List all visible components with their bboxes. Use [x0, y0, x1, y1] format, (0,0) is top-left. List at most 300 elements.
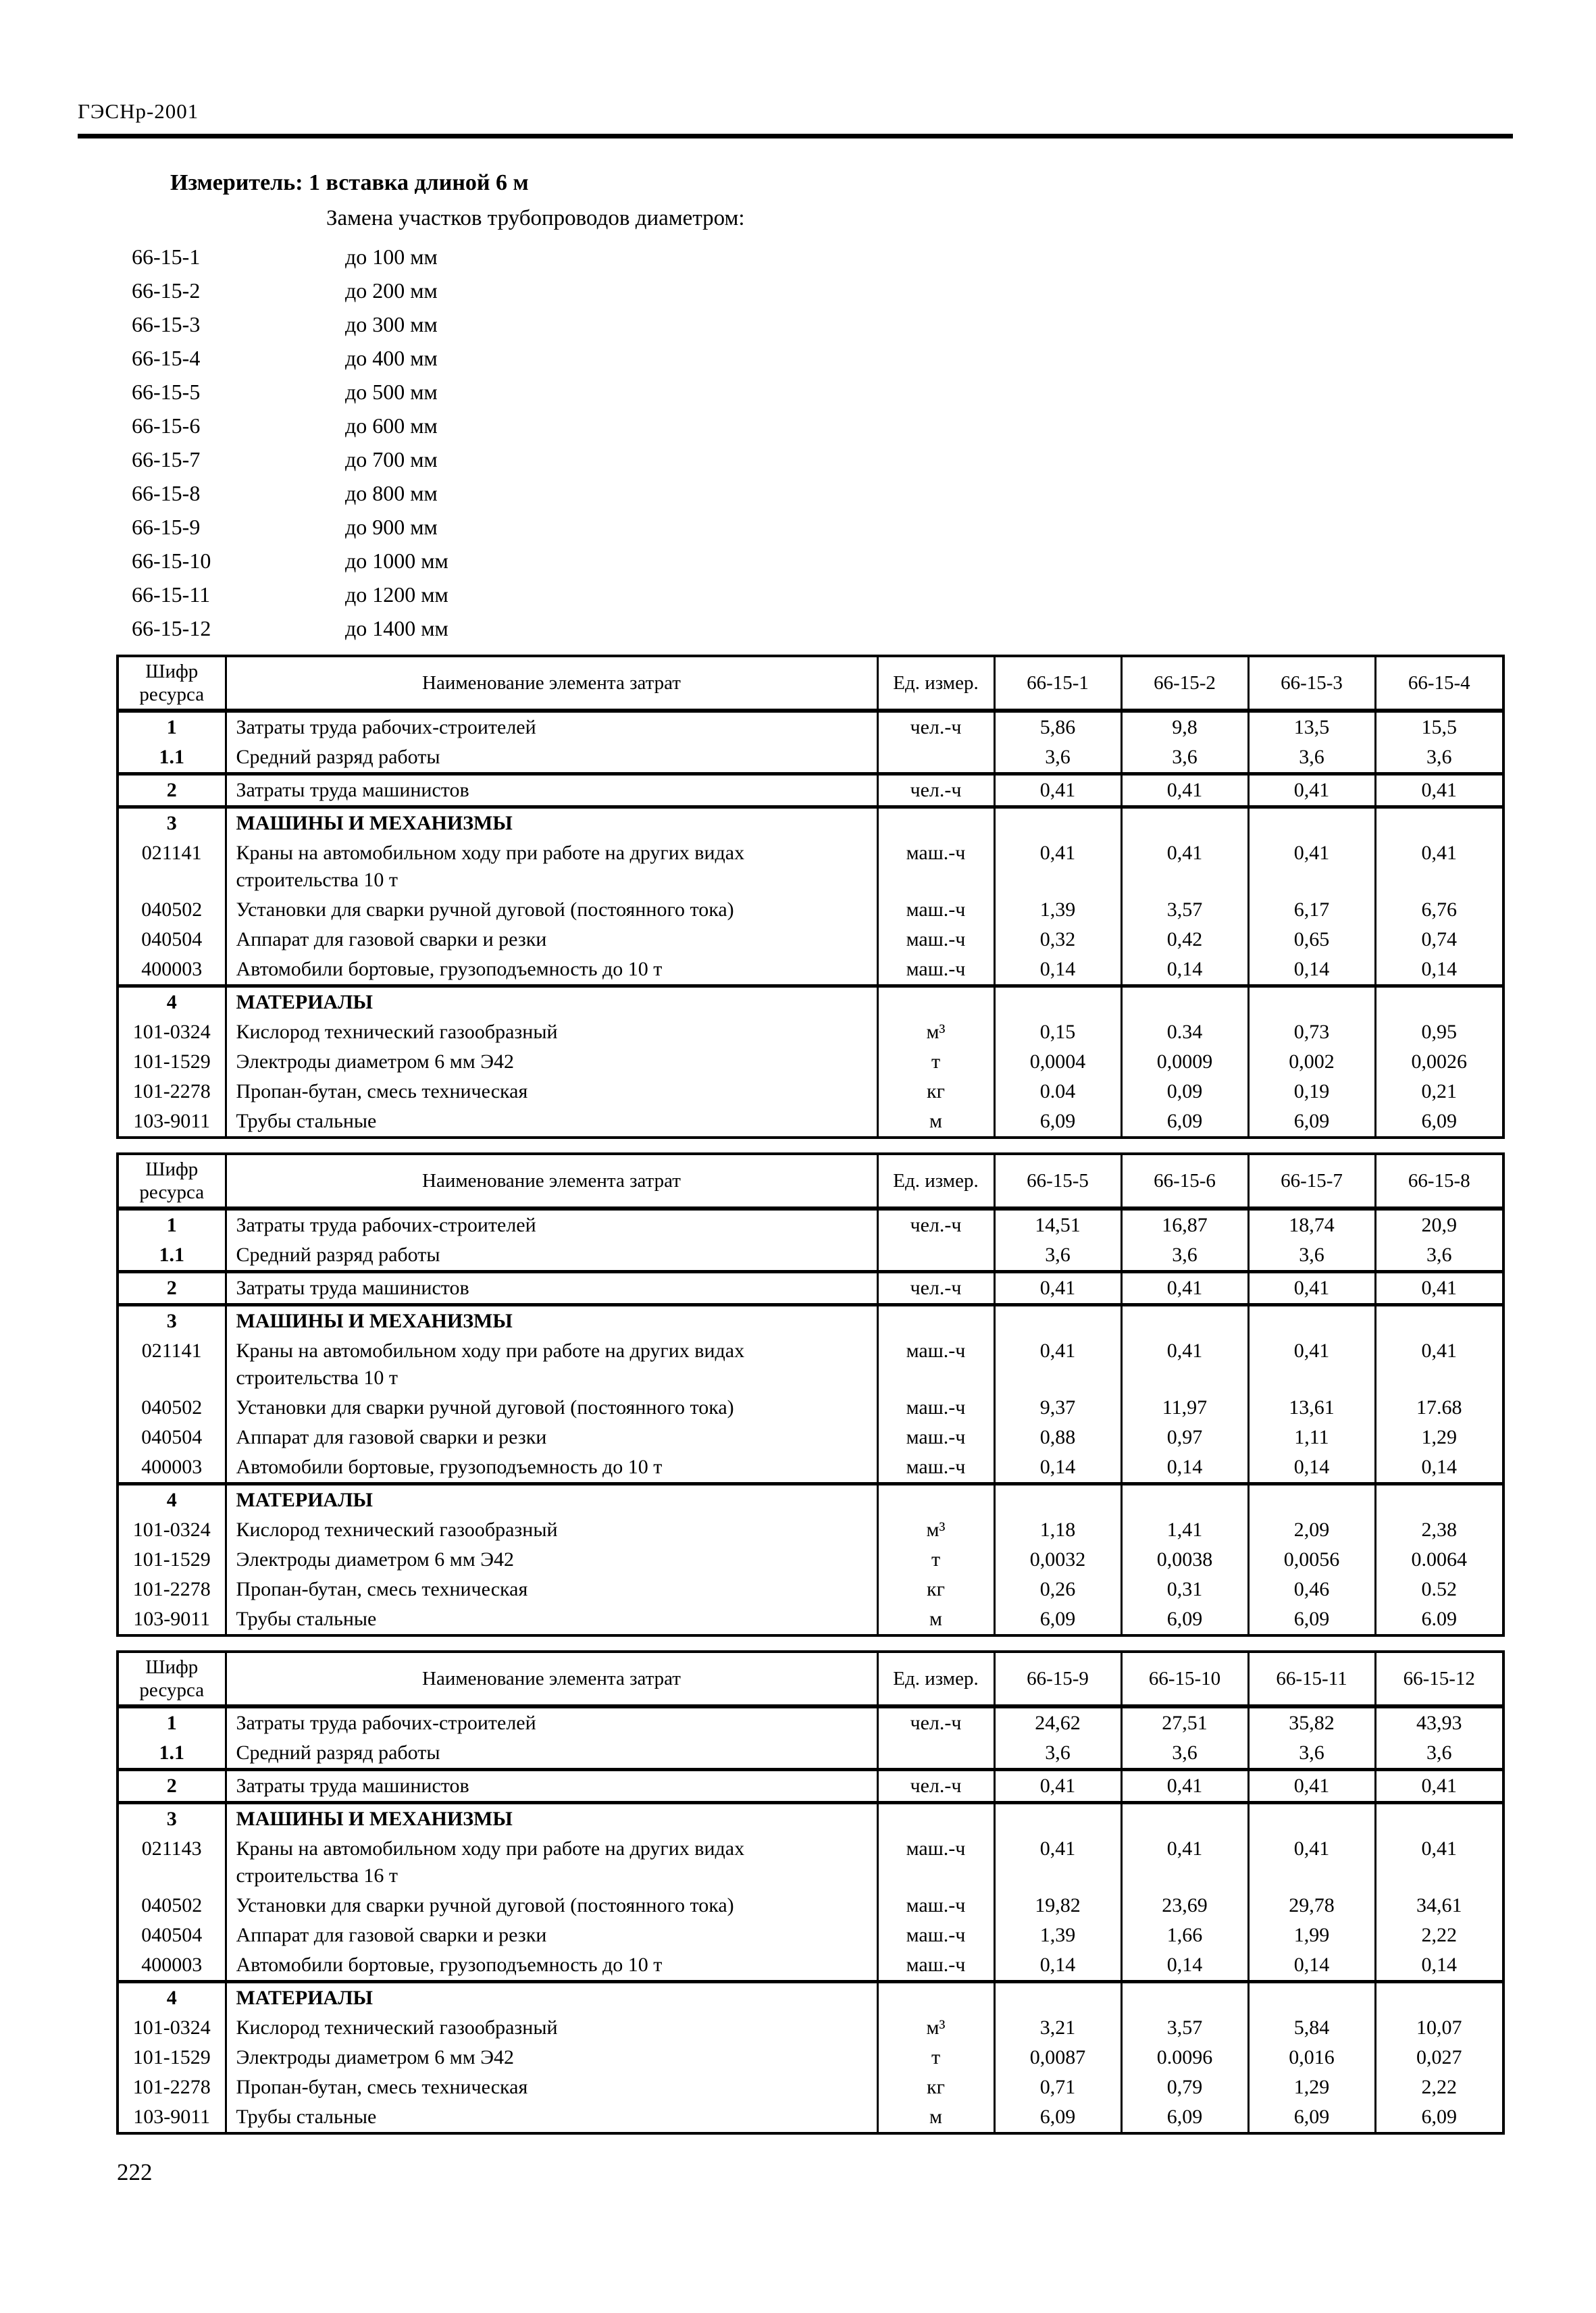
- resource-code-cell: 3: [118, 1305, 226, 1337]
- value-cell: [994, 1305, 1121, 1337]
- cost-element-name-cell: Трубы стальные: [226, 2102, 877, 2133]
- value-cell: 0,26: [994, 1575, 1121, 1604]
- value-cell: 5,86: [994, 711, 1121, 742]
- table-row: [118, 925, 1503, 955]
- unit-cell: м: [877, 1107, 994, 1138]
- value-cell: 6,09: [1248, 2102, 1375, 2133]
- value-cell: 0,0004: [994, 1047, 1121, 1077]
- col-header-norm-code: 66-15-12: [1375, 1652, 1503, 1706]
- variant-code: 66-15-6: [132, 413, 201, 438]
- variant-code: 66-15-8: [132, 481, 201, 505]
- col-header-norm-code: 66-15-2: [1121, 656, 1248, 711]
- tables-container: [78, 655, 1515, 2135]
- value-cell: 3,6: [1375, 742, 1503, 774]
- variant-code: 66-15-3: [132, 312, 201, 336]
- table-section: [118, 986, 1503, 1138]
- value-cell: 1,39: [994, 1921, 1121, 1950]
- variant-row: [132, 375, 1515, 409]
- value-cell: [1121, 1982, 1248, 2014]
- unit-cell: маш.-ч: [877, 1891, 994, 1921]
- resource-code-cell: 4: [118, 1484, 226, 1516]
- cost-element-name-cell: Автомобили бортовые, грузоподъемность до 10 т: [226, 1452, 877, 1484]
- unit-cell: м³: [877, 1515, 994, 1545]
- value-cell: 0,14: [1248, 955, 1375, 986]
- variant-desc: до 1400 мм: [345, 616, 448, 640]
- value-cell: 0,41: [1248, 774, 1375, 807]
- unit-cell: [877, 1738, 994, 1770]
- cost-element-name-cell: Краны на автомобильном ходу при работе на других видах строительства 10 т: [226, 1336, 877, 1393]
- variant-code: 66-15-4: [132, 346, 201, 370]
- measurer-title: Измеритель: 1 вставка длиной 6 м: [170, 170, 529, 195]
- table-row: [118, 1484, 1503, 1516]
- variant-code: 66-15-5: [132, 380, 201, 404]
- col-header-norm-code: 66-15-7: [1248, 1154, 1375, 1209]
- value-cell: [994, 1982, 1121, 2014]
- variant-desc: до 600 мм: [345, 413, 438, 438]
- variant-desc: до 300 мм: [345, 312, 438, 336]
- cost-element-name-cell: Электроды диаметром 6 мм Э42: [226, 1545, 877, 1575]
- unit-cell: кг: [877, 1575, 994, 1604]
- value-cell: 0,41: [994, 1336, 1121, 1393]
- table-row: [118, 1077, 1503, 1107]
- value-cell: 0,19: [1248, 1077, 1375, 1107]
- variant-desc: до 1000 мм: [345, 549, 448, 573]
- table-row: [118, 2102, 1503, 2133]
- value-cell: 0,31: [1121, 1575, 1248, 1604]
- value-cell: 11,97: [1121, 1393, 1248, 1423]
- value-cell: 0,88: [994, 1423, 1121, 1452]
- cost-element-name-cell: МАШИНЫ И МЕХАНИЗМЫ: [226, 807, 877, 839]
- value-cell: 14,51: [994, 1209, 1121, 1240]
- value-cell: 3,6: [994, 742, 1121, 774]
- value-cell: 1,29: [1248, 2073, 1375, 2102]
- value-cell: [1375, 1305, 1503, 1337]
- value-cell: 6,17: [1248, 895, 1375, 925]
- resource-code-cell: 4: [118, 986, 226, 1018]
- value-cell: 0,14: [1121, 955, 1248, 986]
- resource-code-cell: 021141: [118, 838, 226, 895]
- value-cell: [1121, 1305, 1248, 1337]
- table-row: [118, 838, 1503, 895]
- variant-desc: до 500 мм: [345, 380, 438, 404]
- table-section: [118, 1484, 1503, 1636]
- table-row: [118, 2073, 1503, 2102]
- cost-element-name-cell: Краны на автомобильном ходу при работе на других видах строительства 16 т: [226, 1834, 877, 1891]
- cost-element-name-cell: Трубы стальные: [226, 1107, 877, 1138]
- cost-element-name-cell: Затраты труда машинистов: [226, 774, 877, 807]
- value-cell: 3,6: [1375, 1240, 1503, 1272]
- resource-code-cell: 101-2278: [118, 2073, 226, 2102]
- cost-element-name-cell: Аппарат для газовой сварки и резки: [226, 1921, 877, 1950]
- resource-code-cell: 101-0324: [118, 1515, 226, 1545]
- cost-element-name-cell: Затраты труда рабочих-строителей: [226, 1209, 877, 1240]
- value-cell: 17.68: [1375, 1393, 1503, 1423]
- value-cell: 3,57: [1121, 2013, 1248, 2043]
- value-cell: 3,6: [1375, 1738, 1503, 1770]
- unit-cell: маш.-ч: [877, 838, 994, 895]
- resource-code-cell: 103-9011: [118, 2102, 226, 2133]
- cost-element-name-cell: Затраты труда машинистов: [226, 1272, 877, 1305]
- value-cell: 6,09: [994, 1604, 1121, 1635]
- table-row: [118, 895, 1503, 925]
- cost-element-name-cell: Аппарат для газовой сварки и резки: [226, 925, 877, 955]
- norms-table-3: [116, 1650, 1505, 2135]
- variant-code: 66-15-9: [132, 515, 201, 539]
- cost-element-name-cell: Средний разряд работы: [226, 1738, 877, 1770]
- table-row: [118, 711, 1503, 742]
- doc-code: ГЭСНр-2001: [78, 99, 199, 123]
- table-section: [118, 1305, 1503, 1484]
- table-row: [118, 955, 1503, 986]
- variant-desc: до 800 мм: [345, 481, 438, 505]
- value-cell: 6,09: [1248, 1604, 1375, 1635]
- value-cell: 13,61: [1248, 1393, 1375, 1423]
- value-cell: 0,41: [1121, 1770, 1248, 1803]
- value-cell: 0,0087: [994, 2043, 1121, 2073]
- value-cell: 0.0096: [1121, 2043, 1248, 2073]
- cost-element-name-cell: Затраты труда рабочих-строителей: [226, 1706, 877, 1738]
- value-cell: 6,09: [1121, 1107, 1248, 1138]
- table-row: [118, 2043, 1503, 2073]
- value-cell: [1375, 807, 1503, 839]
- table-row: [118, 2013, 1503, 2043]
- col-header-norm-code: 66-15-8: [1375, 1154, 1503, 1209]
- value-cell: 0,016: [1248, 2043, 1375, 2073]
- value-cell: 0,41: [994, 838, 1121, 895]
- cost-element-name-cell: Кислород технический газообразный: [226, 2013, 877, 2043]
- value-cell: 0,41: [1121, 1336, 1248, 1393]
- value-cell: 1,11: [1248, 1423, 1375, 1452]
- cost-element-name-cell: Затраты труда машинистов: [226, 1770, 877, 1803]
- value-cell: [1121, 986, 1248, 1018]
- value-cell: 3,6: [1121, 742, 1248, 774]
- unit-cell: маш.-ч: [877, 895, 994, 925]
- value-cell: [994, 1484, 1121, 1516]
- resource-code-cell: 040502: [118, 1393, 226, 1423]
- value-cell: 6,09: [994, 2102, 1121, 2133]
- table-row: [118, 1604, 1503, 1635]
- value-cell: 0,14: [1375, 1452, 1503, 1484]
- cost-element-name-cell: Автомобили бортовые, грузоподъемность до 10 т: [226, 1950, 877, 1982]
- value-cell: 0,73: [1248, 1017, 1375, 1047]
- unit-cell: [877, 1305, 994, 1337]
- value-cell: 16,87: [1121, 1209, 1248, 1240]
- value-cell: 0,09: [1121, 1077, 1248, 1107]
- value-cell: 0,41: [1375, 774, 1503, 807]
- value-cell: 0.04: [994, 1077, 1121, 1107]
- variant-row: [132, 409, 1515, 442]
- table-row: [118, 1706, 1503, 1738]
- unit-cell: [877, 1240, 994, 1272]
- cost-element-name-cell: Пропан-бутан, смесь техническая: [226, 1575, 877, 1604]
- resource-code-cell: 101-1529: [118, 1047, 226, 1077]
- cost-element-name-cell: Электроды диаметром 6 мм Э42: [226, 2043, 877, 2073]
- value-cell: 27,51: [1121, 1706, 1248, 1738]
- table-row: [118, 1107, 1503, 1138]
- value-cell: 0,0032: [994, 1545, 1121, 1575]
- table-row: [118, 1240, 1503, 1272]
- value-cell: 0,41: [994, 1272, 1121, 1305]
- cost-element-name-cell: МАТЕРИАЛЫ: [226, 1982, 877, 2014]
- variant-code: 66-15-12: [132, 616, 211, 640]
- col-header-unit: Ед. измер.: [877, 1154, 994, 1209]
- variant-desc: до 200 мм: [345, 278, 438, 303]
- table-row: [118, 1047, 1503, 1077]
- value-cell: [1248, 1803, 1375, 1835]
- cost-element-name-cell: МАТЕРИАЛЫ: [226, 1484, 877, 1516]
- value-cell: 0,14: [1248, 1950, 1375, 1982]
- col-header-norm-code: 66-15-11: [1248, 1652, 1375, 1706]
- cost-element-name-cell: Установки для сварки ручной дуговой (постоянного тока): [226, 1393, 877, 1423]
- value-cell: 0,14: [1121, 1950, 1248, 1982]
- col-header-resource-code: Шифр ресурса: [118, 1154, 226, 1209]
- value-cell: 0,21: [1375, 1077, 1503, 1107]
- unit-cell: маш.-ч: [877, 925, 994, 955]
- value-cell: 0,14: [1121, 1452, 1248, 1484]
- value-cell: 6,09: [994, 1107, 1121, 1138]
- unit-cell: т: [877, 1047, 994, 1077]
- table-row: [118, 1982, 1503, 2014]
- table-row: [118, 1209, 1503, 1240]
- variant-code: 66-15-1: [132, 245, 201, 269]
- table-row: [118, 1272, 1503, 1305]
- value-cell: 3,6: [1121, 1240, 1248, 1272]
- resource-code-cell: 1.1: [118, 1240, 226, 1272]
- value-cell: 6,09: [1121, 2102, 1248, 2133]
- value-cell: 0,0038: [1121, 1545, 1248, 1575]
- value-cell: 9,8: [1121, 711, 1248, 742]
- value-cell: [1121, 1484, 1248, 1516]
- value-cell: 2,22: [1375, 1921, 1503, 1950]
- table-row: [118, 1803, 1503, 1835]
- table-row: [118, 774, 1503, 807]
- unit-cell: чел.-ч: [877, 774, 994, 807]
- table-section: [118, 1706, 1503, 1770]
- value-cell: 0,41: [994, 1770, 1121, 1803]
- value-cell: 2,09: [1248, 1515, 1375, 1545]
- value-cell: [994, 1803, 1121, 1835]
- resource-code-cell: 101-2278: [118, 1077, 226, 1107]
- variant-desc: до 1200 мм: [345, 582, 448, 607]
- variant-row: [132, 274, 1515, 307]
- value-cell: 1,99: [1248, 1921, 1375, 1950]
- resource-code-cell: 040502: [118, 895, 226, 925]
- value-cell: [1248, 986, 1375, 1018]
- value-cell: 6.09: [1375, 1604, 1503, 1635]
- cost-element-name-cell: МАТЕРИАЛЫ: [226, 986, 877, 1018]
- page-number: 222: [117, 2159, 153, 2185]
- unit-cell: кг: [877, 2073, 994, 2102]
- unit-cell: маш.-ч: [877, 1921, 994, 1950]
- table-row: [118, 1393, 1503, 1423]
- unit-cell: маш.-ч: [877, 1336, 994, 1393]
- table-row: [118, 807, 1503, 839]
- value-cell: 43,93: [1375, 1706, 1503, 1738]
- table-section: [118, 1803, 1503, 1982]
- value-cell: 3,6: [994, 1240, 1121, 1272]
- value-cell: 0,71: [994, 2073, 1121, 2102]
- value-cell: 0,41: [1121, 1834, 1248, 1891]
- resource-code-cell: 4: [118, 1982, 226, 2014]
- col-header-name: Наименование элемента затрат: [226, 1652, 877, 1706]
- unit-cell: т: [877, 1545, 994, 1575]
- value-cell: 0,41: [1375, 838, 1503, 895]
- value-cell: 0,41: [1248, 1834, 1375, 1891]
- variant-row: [132, 544, 1515, 578]
- variant-desc: до 100 мм: [345, 245, 438, 269]
- value-cell: 0,41: [994, 774, 1121, 807]
- cost-element-name-cell: Аппарат для газовой сварки и резки: [226, 1423, 877, 1452]
- value-cell: 13,5: [1248, 711, 1375, 742]
- resource-code-cell: 2: [118, 1272, 226, 1305]
- value-cell: 0,79: [1121, 2073, 1248, 2102]
- value-cell: 0,41: [994, 1834, 1121, 1891]
- value-cell: [1248, 1484, 1375, 1516]
- cost-element-name-cell: Средний разряд работы: [226, 1240, 877, 1272]
- col-header-resource-code: Шифр ресурса: [118, 1652, 226, 1706]
- value-cell: 23,69: [1121, 1891, 1248, 1921]
- unit-cell: [877, 742, 994, 774]
- value-cell: 0,41: [1375, 1336, 1503, 1393]
- variant-row: [132, 442, 1515, 476]
- value-cell: [1248, 1982, 1375, 2014]
- resource-code-cell: 1: [118, 711, 226, 742]
- value-cell: 0,14: [994, 955, 1121, 986]
- value-cell: 0,14: [1248, 1452, 1375, 1484]
- variant-code: 66-15-7: [132, 447, 201, 472]
- table-row: [118, 1891, 1503, 1921]
- unit-cell: м: [877, 2102, 994, 2133]
- resource-code-cell: 101-1529: [118, 2043, 226, 2073]
- variant-desc: до 700 мм: [345, 447, 438, 472]
- value-cell: 24,62: [994, 1706, 1121, 1738]
- col-header-norm-code: 66-15-5: [994, 1154, 1121, 1209]
- resource-code-cell: 1: [118, 1706, 226, 1738]
- value-cell: 0,65: [1248, 925, 1375, 955]
- unit-cell: м³: [877, 1017, 994, 1047]
- value-cell: 0,41: [1121, 1272, 1248, 1305]
- value-cell: 0,97: [1121, 1423, 1248, 1452]
- resource-code-cell: 1: [118, 1209, 226, 1240]
- value-cell: 0.34: [1121, 1017, 1248, 1047]
- value-cell: 0,15: [994, 1017, 1121, 1047]
- variant-row: [132, 341, 1515, 375]
- variant-row: [132, 611, 1515, 645]
- table-row: [118, 1423, 1503, 1452]
- value-cell: 0,41: [1248, 838, 1375, 895]
- value-cell: 1,41: [1121, 1515, 1248, 1545]
- value-cell: 3,6: [1248, 1240, 1375, 1272]
- value-cell: [1248, 1305, 1375, 1337]
- value-cell: 6,09: [1375, 2102, 1503, 2133]
- cost-element-name-cell: МАШИНЫ И МЕХАНИЗМЫ: [226, 1305, 877, 1337]
- cost-element-name-cell: Кислород технический газообразный: [226, 1017, 877, 1047]
- unit-cell: чел.-ч: [877, 1209, 994, 1240]
- value-cell: 1,29: [1375, 1423, 1503, 1452]
- table-row: [118, 1515, 1503, 1545]
- variants-list: [132, 240, 1515, 645]
- value-cell: 3,6: [1248, 742, 1375, 774]
- col-header-unit: Ед. измер.: [877, 1652, 994, 1706]
- resource-code-cell: 400003: [118, 1452, 226, 1484]
- value-cell: 0,002: [1248, 1047, 1375, 1077]
- value-cell: 18,74: [1248, 1209, 1375, 1240]
- cost-element-name-cell: Установки для сварки ручной дуговой (постоянного тока): [226, 895, 877, 925]
- resource-code-cell: 101-1529: [118, 1545, 226, 1575]
- resource-code-cell: 101-2278: [118, 1575, 226, 1604]
- table-header-row: [118, 1652, 1503, 1706]
- unit-cell: чел.-ч: [877, 1770, 994, 1803]
- unit-cell: кг: [877, 1077, 994, 1107]
- value-cell: 20,9: [1375, 1209, 1503, 1240]
- cost-element-name-cell: Краны на автомобильном ходу при работе на других видах строительства 10 т: [226, 838, 877, 895]
- value-cell: 5,84: [1248, 2013, 1375, 2043]
- resource-code-cell: 1.1: [118, 742, 226, 774]
- table-section: [118, 807, 1503, 986]
- unit-cell: [877, 1982, 994, 2014]
- resource-code-cell: 2: [118, 1770, 226, 1803]
- unit-cell: маш.-ч: [877, 1834, 994, 1891]
- resource-code-cell: 040502: [118, 1891, 226, 1921]
- variant-desc: до 900 мм: [345, 515, 438, 539]
- col-header-norm-code: 66-15-6: [1121, 1154, 1248, 1209]
- table-row: [118, 1738, 1503, 1770]
- variant-row: [132, 240, 1515, 274]
- col-header-norm-code: 66-15-1: [994, 656, 1121, 711]
- table-section: [118, 1272, 1503, 1305]
- table-row: [118, 1452, 1503, 1484]
- table-section: [118, 1982, 1503, 2134]
- unit-cell: [877, 1803, 994, 1835]
- value-cell: [1121, 1803, 1248, 1835]
- value-cell: [994, 986, 1121, 1018]
- value-cell: 6,76: [1375, 895, 1503, 925]
- norms-table-2: [116, 1152, 1505, 1637]
- variant-row: [132, 476, 1515, 510]
- table-row: [118, 1575, 1503, 1604]
- value-cell: 3,6: [1121, 1738, 1248, 1770]
- unit-cell: [877, 1484, 994, 1516]
- value-cell: 10,07: [1375, 2013, 1503, 2043]
- value-cell: [1375, 1484, 1503, 1516]
- value-cell: 0,74: [1375, 925, 1503, 955]
- variant-desc: до 400 мм: [345, 346, 438, 370]
- cost-element-name-cell: МАШИНЫ И МЕХАНИЗМЫ: [226, 1803, 877, 1835]
- value-cell: 0,46: [1248, 1575, 1375, 1604]
- resource-code-cell: 1.1: [118, 1738, 226, 1770]
- table-row: [118, 1336, 1503, 1393]
- resource-code-cell: 040504: [118, 1423, 226, 1452]
- value-cell: 0.0064: [1375, 1545, 1503, 1575]
- table-row: [118, 1950, 1503, 1982]
- variant-row: [132, 510, 1515, 544]
- unit-cell: маш.-ч: [877, 1393, 994, 1423]
- value-cell: [1121, 807, 1248, 839]
- value-cell: 1,18: [994, 1515, 1121, 1545]
- col-header-norm-code: 66-15-9: [994, 1652, 1121, 1706]
- col-header-name: Наименование элемента затрат: [226, 1154, 877, 1209]
- col-header-norm-code: 66-15-3: [1248, 656, 1375, 711]
- value-cell: 3,6: [994, 1738, 1121, 1770]
- resource-code-cell: 3: [118, 1803, 226, 1835]
- value-cell: 3,6: [1248, 1738, 1375, 1770]
- unit-cell: маш.-ч: [877, 1950, 994, 1982]
- header-rule: [78, 134, 1513, 138]
- resource-code-cell: 101-0324: [118, 2013, 226, 2043]
- value-cell: 0,14: [994, 1452, 1121, 1484]
- table-row: [118, 1834, 1503, 1891]
- resource-code-cell: 103-9011: [118, 1107, 226, 1138]
